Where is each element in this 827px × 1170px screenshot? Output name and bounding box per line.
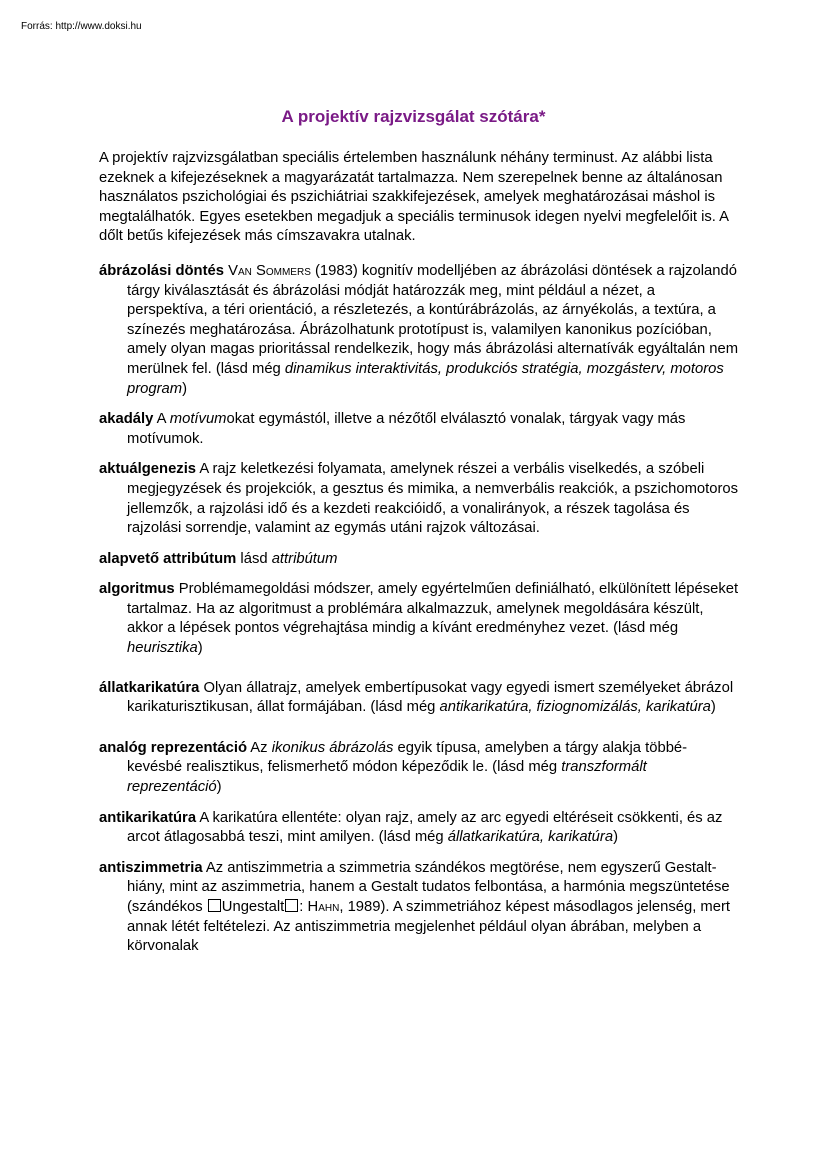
- entry-term: antikarikatúra: [99, 809, 197, 826]
- cross-reference: dinamikus interaktivitás, produkciós stratégia, mozgásterv, motoros program: [127, 360, 724, 397]
- entry-text: Olyan állatrajz, amelyek embertípusokat vagy egyedi ismert személyeket ábrázol karikaturisztikusan, állat formájában. (lásd még: [127, 679, 734, 716]
- entry-algoritmus: [99, 580, 739, 658]
- entry-antiszimmetria: [99, 859, 739, 957]
- quoted-word: Ungestalt: [221, 899, 285, 915]
- entry-text-end: ): [197, 640, 203, 657]
- entry-text-end: ): [216, 779, 222, 796]
- page-title: A projektív rajzvizsgálat szótára*: [281, 107, 546, 126]
- entry-abrazolasi-dontes: [99, 262, 739, 399]
- cross-reference: attribútum: [271, 550, 338, 567]
- entry-text: okat egymástól, illetve a nézőtől elválasztó vonalak, tárgyak vagy más motívumok.: [127, 411, 686, 447]
- entry-akadaly: [99, 410, 739, 449]
- intro-paragraph: A projektív rajzvizsgálatban speciális értelemben használunk néhány terminust. Az alábbi lista ezeknek a kifejezéseknek a magyarázatát tartalmazza. Nem szerepelnek benne az általánosan használatos pszichológiai és pszichiátriai szakkifejezések, amelyek meghatározásai máshol is megtalálhatók. Egyes esetekben megadjuk a speciális terminusok idegen nyelvi megfelelőit is. A dőlt betűs kifejezések más címszavakra utalnak.: [99, 150, 729, 245]
- entry-allatkarikatura: [99, 679, 739, 718]
- entry-text-start: A: [153, 411, 170, 428]
- source-url: Forrás: http://www.doksi.hu: [21, 21, 142, 32]
- entry-term: ábrázolási döntés: [99, 262, 224, 279]
- entry-text: (1983) kognitív modelljében az ábrázolási döntések a rajzolandó tárgy kiválasztását és ábrázolási módját határozzák meg, mint például a nézet, a perspektíva, a téri orientáció, a részletezés, a kontúrábrázolás, az árnyékolás, a textúra, a színezés meghatározása. Ábrázolhatunk prototípust is, valamilyen kanonikus pozícióban, amely olyan magas prioritással rendelkezik, hogy más ábrázolási alternatívák egyáltalán nem merülnek fel. (lásd még: [127, 262, 739, 377]
- entry-text: Az antiszimmetria a szimmetria szándékos megtörése, nem egyszerű Gestalt-hiány, mint az aszimmetria, hanem a Gestalt tudatos felbontása, a harmónia megszüntetése (szándékos: [127, 859, 730, 915]
- entry-aktualgenezis: [99, 460, 739, 538]
- cross-reference: heurisztika: [127, 640, 198, 657]
- entry-term: aktuálgenezis: [99, 461, 197, 478]
- entry-text: A karikatúra ellentéte: olyan rajz, amely az arc egyedi eltéréseit csökkenti, és az arcot átlagosabbá teszi, mint amilyen. (lásd még: [127, 809, 723, 846]
- entry-term: alapvető attribútum: [99, 550, 237, 567]
- missing-glyph-box-icon: [285, 899, 298, 912]
- entry-text: A rajz keletkezési folyamata, amelynek részei a verbális viselkedés, a szóbeli megjegyzések és projekciók, a gesztus és mimika, a nemverbális reakciók, a pszichomotoros jellemzők, a rajzolási idő és a kezdeti reakcióidő, a vonalirányok, a részek tagolása és rajzolási sorrendje, valamint az egymás utáni rajzok változásai.: [127, 461, 739, 537]
- author-name: Hahn: [307, 899, 340, 915]
- entry-text: lásd: [236, 550, 272, 567]
- cross-reference: motívum: [169, 411, 227, 428]
- entry-text: egyik típusa, amelyben a tárgy alakja többé-kevésbé realisztikus, felismerhető módon képeződik le. (lásd még: [127, 739, 688, 776]
- entry-text-mid: :: [299, 899, 308, 915]
- entry-text-end: ): [613, 829, 618, 846]
- cross-reference: antikarikatúra, fiziognomizálás, karikatúra: [439, 699, 711, 716]
- entry-term: állatkarikatúra: [99, 679, 200, 696]
- cross-reference-2: transzformált reprezentáció: [127, 759, 647, 796]
- entry-term: algoritmus: [99, 581, 175, 598]
- document-body: [99, 149, 739, 968]
- entry-term: antiszimmetria: [99, 859, 203, 876]
- entry-text-end: ): [182, 380, 188, 397]
- entry-term: akadály: [99, 411, 154, 428]
- entry-text-end: ): [710, 699, 716, 716]
- entry-text: Problémamegoldási módszer, amely egyértelműen definiálható, elkülönített lépéseket tartalmaz. Ha az algoritmust a problémára alkalmazzuk, amelynek megoldására készült, akkor a lépések pontos végrehajtása mindig a kívánt eredményhez vezet. (lásd még: [127, 581, 739, 637]
- entry-text-start: Az: [247, 739, 272, 756]
- entry-alapveto-attributum: [99, 550, 739, 570]
- cross-reference: ikonikus ábrázolás: [271, 739, 394, 756]
- entry-term: analóg reprezentáció: [99, 739, 248, 756]
- author-name: Van Sommers: [228, 262, 311, 279]
- missing-glyph-box-icon: [208, 899, 221, 912]
- entry-analog-reprezentacio: [99, 739, 739, 798]
- entry-text-end: , 1989). A szimmetriához képest másodlagos jelenség, mert annak létét feltételezi. Az antiszimmetria megjelenhet például olyan ábrában, melyben a körvonalak: [127, 899, 731, 955]
- entry-antikarikatura: [99, 809, 739, 848]
- cross-reference: állatkarikatúra, karikatúra: [447, 829, 614, 846]
